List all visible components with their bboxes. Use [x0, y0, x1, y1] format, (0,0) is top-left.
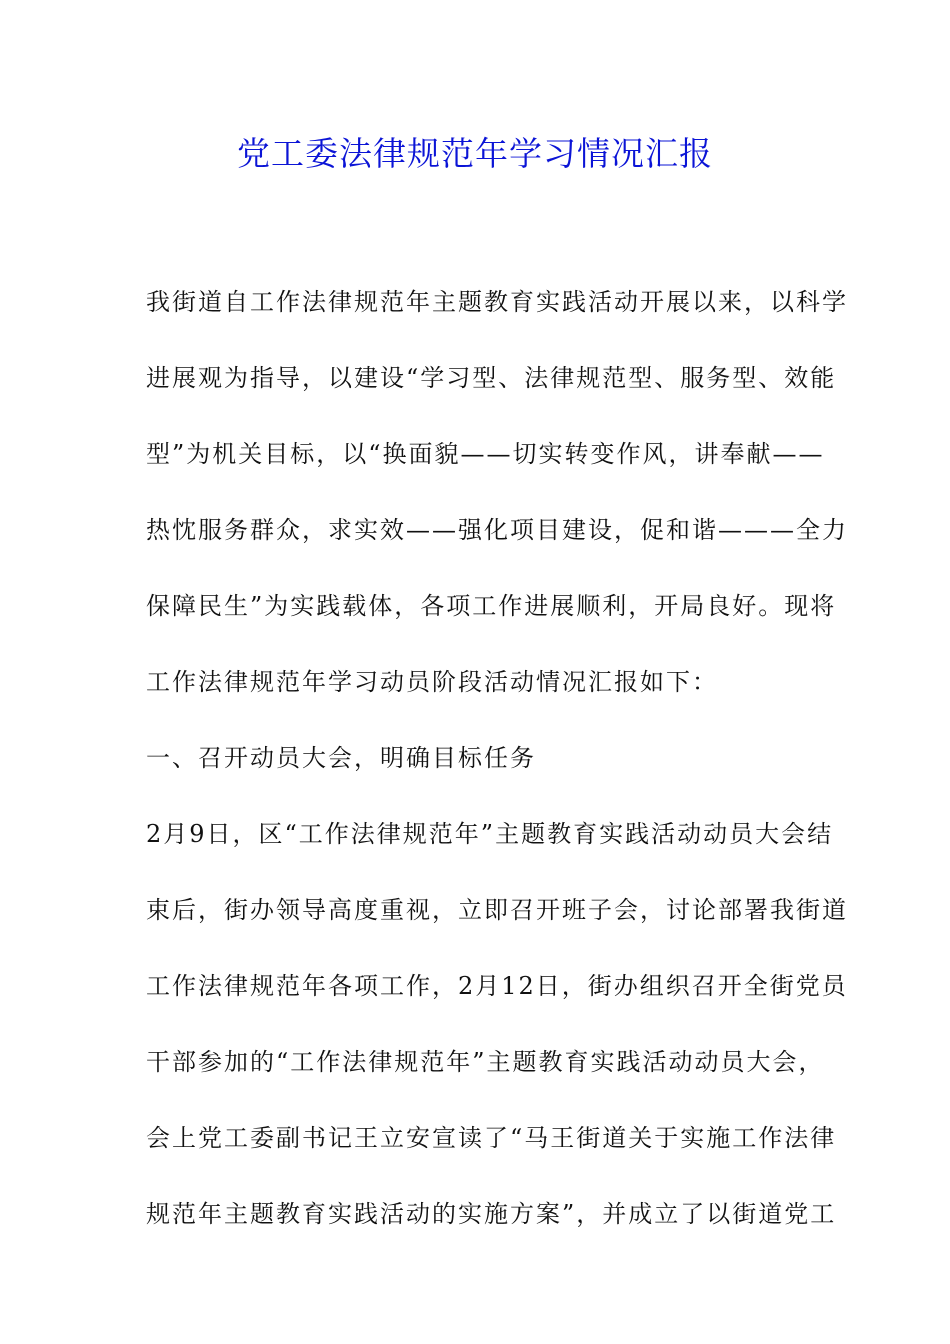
body-line: 工作法律规范年学习动员阶段活动情况汇报如下：	[146, 668, 718, 696]
body-line: 工作法律规范年各项工作，2月12日，街办组织召开全街党员	[146, 972, 848, 1000]
body-line: 规范年主题教育实践活动的实施方案”，并成立了以街道党工	[146, 1200, 837, 1228]
body-line: 保障民生”为实践载体，各项工作进展顺利，开局良好。现将	[146, 592, 837, 620]
body-line: 我街道自工作法律规范年主题教育实践活动开展以来，以科学	[146, 288, 848, 316]
body-line: 会上党工委副书记王立安宣读了“马王街道关于实施工作法律	[146, 1124, 837, 1152]
body-line: 型”为机关目标，以“换面貌——切实转变作风，讲奉献——	[146, 440, 825, 468]
body-line: 进展观为指导，以建设“学习型、法律规范型、服务型、效能	[146, 364, 837, 392]
body-line: 束后，街办领导高度重视，立即召开班子会，讨论部署我街道	[146, 896, 848, 924]
document-body	[146, 264, 848, 1252]
body-line: 热忱服务群众，求实效——强化项目建设，促和谐———全力	[146, 516, 848, 544]
body-line: 2月9日，区“工作法律规范年”主题教育实践活动动员大会结	[146, 820, 834, 848]
section-heading: 一、召开动员大会，明确目标任务	[146, 744, 536, 772]
document-title: 党工委法律规范年学习情况汇报	[237, 134, 713, 173]
body-line: 干部参加的“工作法律规范年”主题教育实践活动动员大会，	[146, 1048, 825, 1076]
